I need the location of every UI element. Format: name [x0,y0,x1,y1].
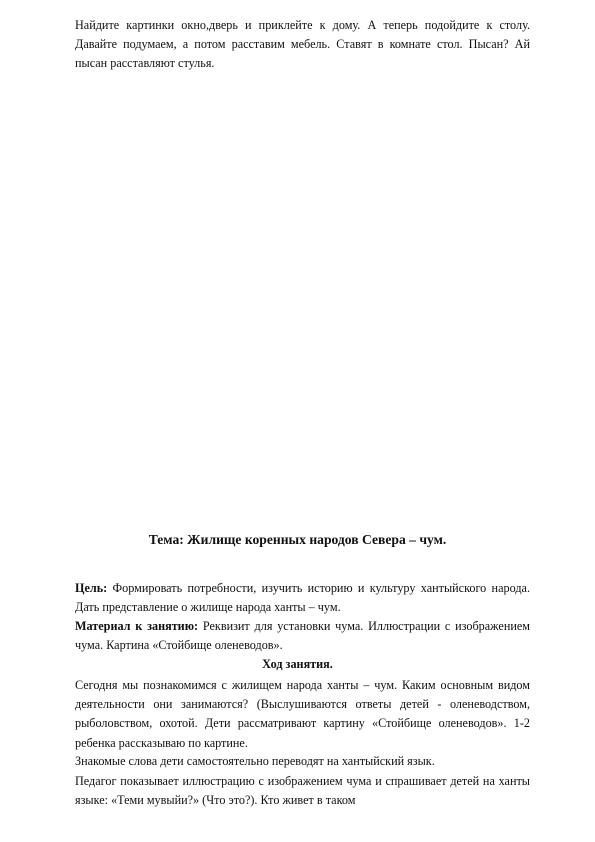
material-paragraph [75,617,530,655]
words-paragraph: Знакомые слова дети самостоятельно переводят на хантыйский язык. [75,754,435,768]
goal-text: Формировать потребности, изучить историю и культуру хантыйского народа. Дать представление о жилище народа ханты – чум. [75,581,530,615]
teacher-paragraph: Педагог показывает иллюстрацию с изображением чума и спрашивает детей на ханты языке: «Теми мувыйи?» (Что это?). Кто живет в таком [75,774,530,808]
material-text: Реквизит для установки чума. Иллюстрации с изображением чума. Картина «Стойбище оленеводов». [75,619,530,653]
goal-paragraph [75,579,530,617]
material-label: Материал к занятию: [75,619,199,633]
course-paragraph: Сегодня мы познакомимся с жилищем народа ханты – чум. Каким основным видом деятельности они занимаются? (Выслушиваются ответы детей - оленеводством, рыболовством, охотой. Дети рассматривают картину «Стойбище оленеводов». 1-2 ребенка рассказываю по картине. [75,678,530,750]
top-paragraph: Найдите картинки окно,дверь и приклейте к дому. А теперь подойдите к столу. Давайте подумаем, а потом расставим мебель. Ставят в комнате стол. Пысан? Ай пысан расставляют стулья. [75,18,530,71]
goal-label: Цель: [75,581,108,595]
course-heading: Ход занятия. [262,657,333,671]
lesson-title: Тема: Жилище коренных народов Севера – чум. [148,532,447,547]
